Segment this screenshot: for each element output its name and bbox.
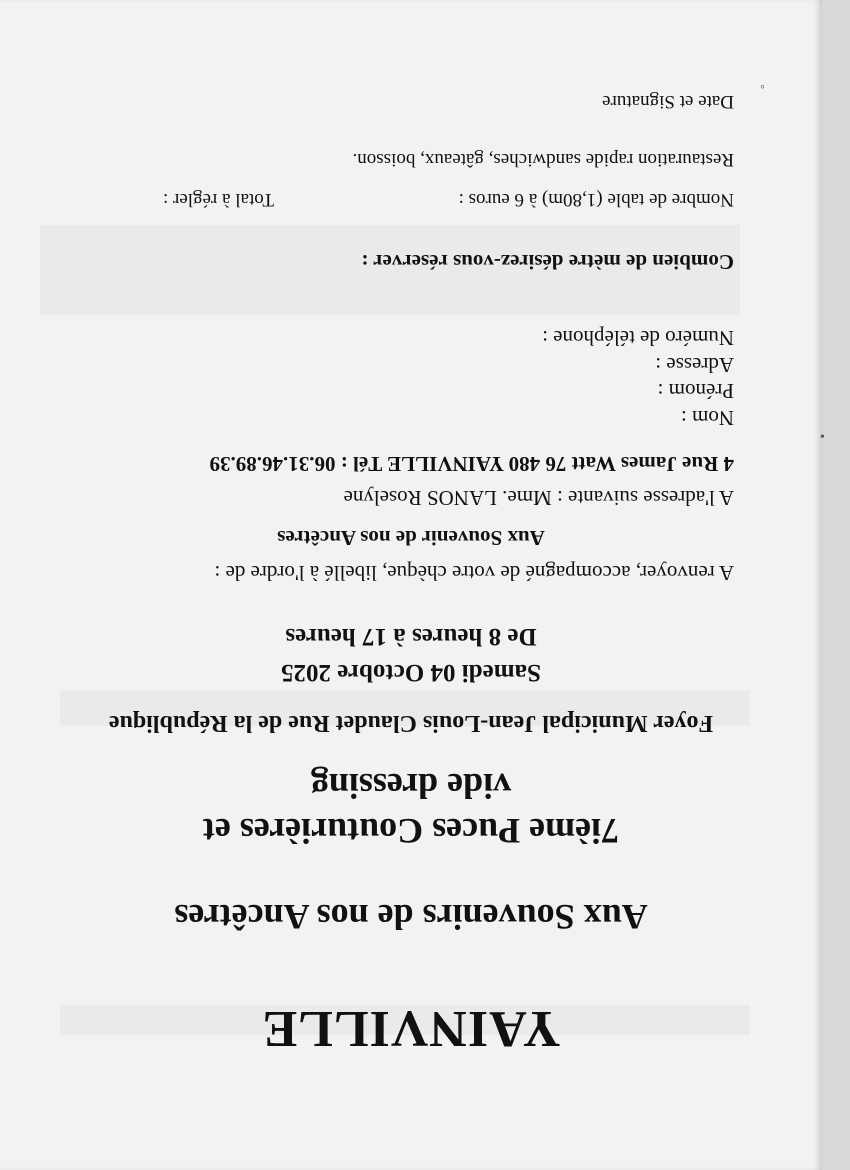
reservation-question: Combien de mètre désirez-vous réserver : [361, 250, 734, 274]
event-title: Aux Souvenirs de nos Ancêtres [174, 897, 648, 937]
return-instruction: A renvoyer, accompagné de votre chèque, libellé à l'ordre de : [214, 561, 734, 585]
venue: Foyer Municipal Jean-Louis Claudet Rue de la République [108, 710, 714, 736]
address-intro: A l'adresse suivante : Mme. LANOS Roselyne [343, 486, 734, 510]
catering-line: Restauration rapide sandwiches, gâteaux, boisson. [352, 149, 734, 170]
event-subtitle-1: 7ième Puces Couturières et [202, 811, 620, 851]
payee: Aux Souvenir de nos Ancêtres [277, 526, 545, 550]
field-telephone: Numéro de téléphone : [542, 326, 734, 350]
total-line: Total à régler : [162, 189, 274, 210]
event-subtitle-2: vide dressing [310, 766, 512, 806]
event-date: Samedi 04 Octobre 2025 [281, 659, 541, 686]
field-nom: Nom : [680, 406, 734, 430]
scan-speck: ◦ [760, 80, 765, 95]
table-count-line: Nombre de table (1,80m) à 6 euros : [458, 189, 734, 210]
event-hours: De 8 heures à 17 heures [285, 623, 537, 650]
field-adresse: Adresse : [655, 353, 734, 377]
field-prenom: Prénom : [657, 379, 734, 403]
address-line: 4 Rue James Watt 76 480 YAINVILLE Tél : 06.31.46.89.39 [209, 452, 734, 476]
signature-label: Date et Signature [602, 91, 734, 112]
scan-speck: • [820, 430, 825, 445]
town-name: YAINVILLE [261, 1000, 561, 1057]
